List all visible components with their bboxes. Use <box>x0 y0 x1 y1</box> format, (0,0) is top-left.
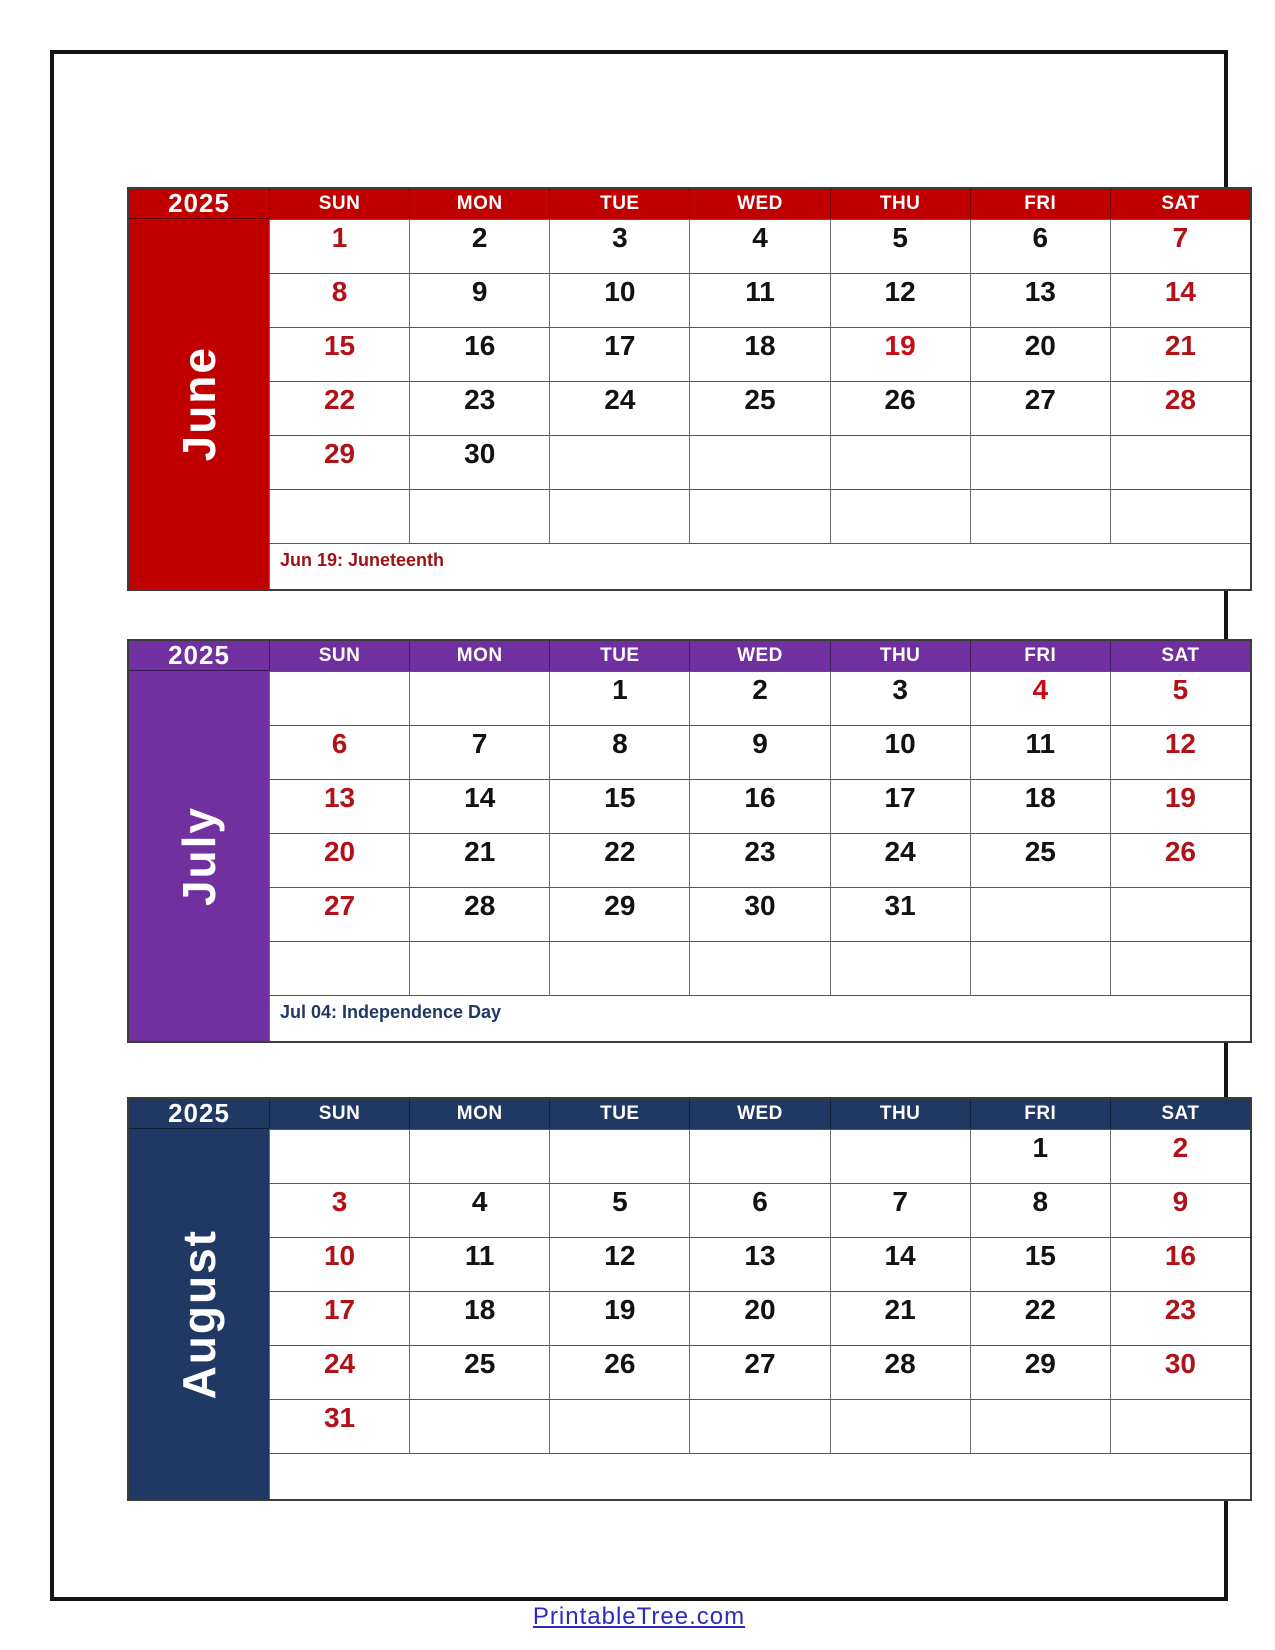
empty-date-cell <box>689 1399 829 1453</box>
date-cell: 18 <box>970 779 1110 833</box>
date-cell: 26 <box>1110 833 1250 887</box>
date-cell: 30 <box>409 435 549 489</box>
date-cell: 12 <box>830 273 970 327</box>
day-header-fri: FRI <box>970 189 1110 219</box>
empty-date-cell <box>970 941 1110 995</box>
date-cell: 27 <box>970 381 1110 435</box>
date-cell: 6 <box>689 1183 829 1237</box>
empty-date-cell <box>830 1129 970 1183</box>
date-cell: 31 <box>830 887 970 941</box>
date-cell: 27 <box>689 1345 829 1399</box>
empty-date-cell <box>1110 489 1250 543</box>
empty-date-cell <box>409 1129 549 1183</box>
date-cell: 4 <box>970 671 1110 725</box>
date-cell: 31 <box>269 1399 409 1453</box>
date-cell: 11 <box>689 273 829 327</box>
date-cell: 21 <box>409 833 549 887</box>
date-cell: 17 <box>269 1291 409 1345</box>
empty-date-cell <box>830 1399 970 1453</box>
date-cell: 25 <box>409 1345 549 1399</box>
day-header-fri: FRI <box>970 1099 1110 1129</box>
empty-date-cell <box>549 1129 689 1183</box>
empty-date-cell <box>549 435 689 489</box>
date-cell: 23 <box>1110 1291 1250 1345</box>
date-cell: 6 <box>269 725 409 779</box>
date-cell: 19 <box>549 1291 689 1345</box>
date-cell: 9 <box>409 273 549 327</box>
day-header-mon: MON <box>409 641 549 671</box>
day-header-mon: MON <box>409 1099 549 1129</box>
date-cell: 3 <box>830 671 970 725</box>
date-cell: 26 <box>830 381 970 435</box>
date-cell: 10 <box>269 1237 409 1291</box>
date-cell: 2 <box>1110 1129 1250 1183</box>
empty-date-cell <box>689 489 829 543</box>
date-cell: 20 <box>970 327 1110 381</box>
date-cell: 19 <box>1110 779 1250 833</box>
date-cell: 21 <box>830 1291 970 1345</box>
footer-link[interactable]: PrintableTree.com <box>532 1603 746 1630</box>
date-cell: 13 <box>689 1237 829 1291</box>
empty-date-cell <box>409 1399 549 1453</box>
empty-date-cell <box>1110 435 1250 489</box>
date-cell: 11 <box>970 725 1110 779</box>
date-cell: 20 <box>269 833 409 887</box>
day-header-tue: TUE <box>549 1099 689 1129</box>
date-cell: 5 <box>830 219 970 273</box>
date-cell: 10 <box>549 273 689 327</box>
date-cell: 3 <box>549 219 689 273</box>
day-header-sun: SUN <box>269 1099 409 1129</box>
page-border-frame <box>50 50 1228 1630</box>
year-cell-july: 2025 <box>129 641 269 671</box>
empty-date-cell <box>689 941 829 995</box>
date-cell: 7 <box>409 725 549 779</box>
empty-date-cell <box>269 1129 409 1183</box>
date-cell: 16 <box>1110 1237 1250 1291</box>
date-cell: 15 <box>269 327 409 381</box>
date-cell: 12 <box>1110 725 1250 779</box>
date-cell: 29 <box>269 435 409 489</box>
date-cell: 25 <box>689 381 829 435</box>
date-cell: 21 <box>1110 327 1250 381</box>
empty-date-cell <box>689 435 829 489</box>
date-cell: 7 <box>830 1183 970 1237</box>
date-cell: 22 <box>269 381 409 435</box>
empty-date-cell <box>970 1399 1110 1453</box>
holiday-note-august <box>269 1453 1250 1499</box>
date-cell: 24 <box>830 833 970 887</box>
date-cell: 6 <box>970 219 1110 273</box>
date-cell: 14 <box>1110 273 1250 327</box>
date-cell: 30 <box>1110 1345 1250 1399</box>
holiday-note-july: Jul 04: Independence Day <box>269 995 1250 1041</box>
date-cell: 4 <box>409 1183 549 1237</box>
year-cell-august: 2025 <box>129 1099 269 1129</box>
empty-date-cell <box>269 671 409 725</box>
holiday-note-june: Jun 19: Juneteenth <box>269 543 1250 589</box>
date-cell: 7 <box>1110 219 1250 273</box>
date-cell: 15 <box>549 779 689 833</box>
day-header-wed: WED <box>689 641 829 671</box>
day-header-wed: WED <box>689 189 829 219</box>
date-cell: 29 <box>549 887 689 941</box>
day-header-thu: THU <box>830 641 970 671</box>
empty-date-cell <box>269 489 409 543</box>
empty-date-cell <box>970 435 1110 489</box>
date-cell: 10 <box>830 725 970 779</box>
date-cell: 28 <box>830 1345 970 1399</box>
date-cell: 8 <box>549 725 689 779</box>
date-cell: 17 <box>830 779 970 833</box>
day-header-sat: SAT <box>1110 641 1250 671</box>
date-cell: 19 <box>830 327 970 381</box>
empty-date-cell <box>549 489 689 543</box>
date-cell: 22 <box>549 833 689 887</box>
year-cell-june: 2025 <box>129 189 269 219</box>
date-cell: 14 <box>830 1237 970 1291</box>
empty-date-cell <box>409 671 549 725</box>
empty-date-cell <box>1110 1399 1250 1453</box>
date-cell: 15 <box>970 1237 1110 1291</box>
empty-date-cell <box>830 435 970 489</box>
empty-date-cell <box>1110 941 1250 995</box>
date-cell: 5 <box>1110 671 1250 725</box>
day-header-thu: THU <box>830 189 970 219</box>
month-block-july <box>127 639 1252 1043</box>
empty-date-cell <box>830 941 970 995</box>
date-cell: 20 <box>689 1291 829 1345</box>
date-cell: 13 <box>970 273 1110 327</box>
date-cell: 28 <box>1110 381 1250 435</box>
day-header-sun: SUN <box>269 189 409 219</box>
empty-date-cell <box>1110 887 1250 941</box>
day-header-thu: THU <box>830 1099 970 1129</box>
month-block-august <box>127 1097 1252 1501</box>
date-cell: 2 <box>689 671 829 725</box>
month-name-label: June <box>173 346 225 462</box>
day-header-wed: WED <box>689 1099 829 1129</box>
date-cell: 1 <box>549 671 689 725</box>
date-cell: 12 <box>549 1237 689 1291</box>
day-header-sun: SUN <box>269 641 409 671</box>
date-cell: 11 <box>409 1237 549 1291</box>
month-name-label: July <box>173 805 225 907</box>
day-header-tue: TUE <box>549 189 689 219</box>
month-band-august <box>129 1129 269 1499</box>
empty-date-cell <box>549 1399 689 1453</box>
date-cell: 13 <box>269 779 409 833</box>
date-cell: 4 <box>689 219 829 273</box>
date-cell: 9 <box>1110 1183 1250 1237</box>
day-header-sat: SAT <box>1110 1099 1250 1129</box>
day-header-tue: TUE <box>549 641 689 671</box>
date-cell: 16 <box>689 779 829 833</box>
day-header-fri: FRI <box>970 641 1110 671</box>
empty-date-cell <box>970 887 1110 941</box>
month-block-june <box>127 187 1252 591</box>
day-header-mon: MON <box>409 189 549 219</box>
date-cell: 28 <box>409 887 549 941</box>
date-cell: 26 <box>549 1345 689 1399</box>
empty-date-cell <box>689 1129 829 1183</box>
day-header-sat: SAT <box>1110 189 1250 219</box>
date-cell: 1 <box>970 1129 1110 1183</box>
date-cell: 27 <box>269 887 409 941</box>
month-name-label: August <box>173 1228 225 1400</box>
date-cell: 5 <box>549 1183 689 1237</box>
empty-date-cell <box>830 489 970 543</box>
date-cell: 25 <box>970 833 1110 887</box>
empty-date-cell <box>409 941 549 995</box>
empty-date-cell <box>269 941 409 995</box>
date-cell: 18 <box>409 1291 549 1345</box>
date-cell: 17 <box>549 327 689 381</box>
month-band-july <box>129 671 269 1041</box>
date-cell: 8 <box>970 1183 1110 1237</box>
date-cell: 23 <box>409 381 549 435</box>
date-cell: 2 <box>409 219 549 273</box>
date-cell: 1 <box>269 219 409 273</box>
date-cell: 18 <box>689 327 829 381</box>
date-cell: 30 <box>689 887 829 941</box>
empty-date-cell <box>409 489 549 543</box>
empty-date-cell <box>970 489 1110 543</box>
date-cell: 8 <box>269 273 409 327</box>
date-cell: 14 <box>409 779 549 833</box>
date-cell: 3 <box>269 1183 409 1237</box>
empty-date-cell <box>549 941 689 995</box>
date-cell: 29 <box>970 1345 1110 1399</box>
date-cell: 24 <box>269 1345 409 1399</box>
date-cell: 9 <box>689 725 829 779</box>
date-cell: 22 <box>970 1291 1110 1345</box>
month-band-june <box>129 219 269 589</box>
date-cell: 23 <box>689 833 829 887</box>
date-cell: 24 <box>549 381 689 435</box>
date-cell: 16 <box>409 327 549 381</box>
